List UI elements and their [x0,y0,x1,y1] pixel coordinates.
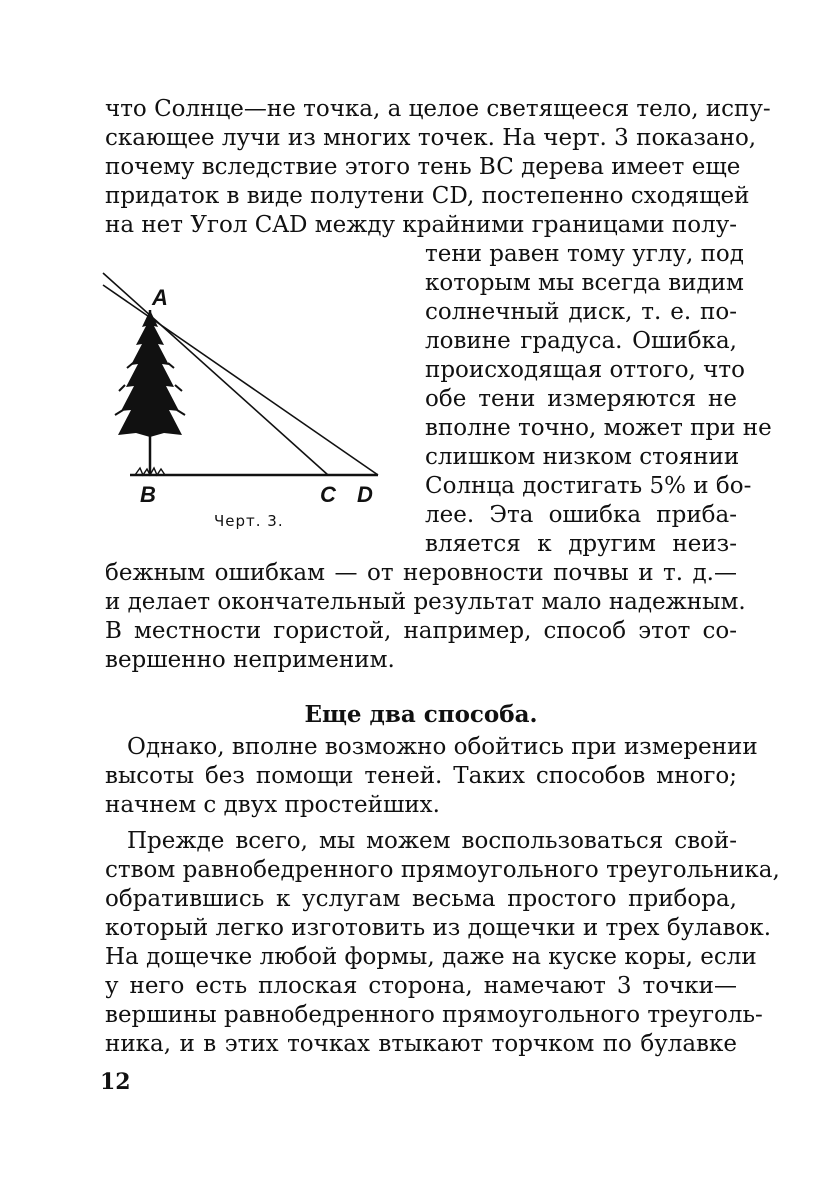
page-number: 12 [100,1069,131,1095]
text-line: Солнца достигать 5% и бо- [425,473,752,499]
text-line: слишком низком стоянии [425,444,740,470]
text-line: ника, и в этих точках втыкают торчком по булавке [105,1031,737,1057]
text-line: придаток в виде полутени CD, постепенно сходящей [105,183,750,209]
section-heading: Еще два способа. [304,701,538,728]
label-c: С [320,482,336,507]
figure-caption: Черт. 3. [214,512,284,530]
text-line: вершины равнобедренного прямоугольного треуголь- [105,1002,763,1028]
text-line: начнем с двух простейших. [105,792,440,818]
text-line: Прежде всего, мы можем воспользоваться свой- [127,828,737,854]
text-line: вляется к другим неиз- [425,531,737,557]
text-line: вершенно неприменим. [105,647,395,673]
text-line: ством равнобедренного прямоугольного треугольника, [105,857,780,883]
text-line: ловине градуса. Ошибка, [425,328,737,354]
text-line: скающее лучи из многих точек. На черт. 3 показано, [105,125,757,151]
text-line: которым мы всегда видим [425,270,744,296]
text-line: у него есть плоская сторона, намечают 3 точки— [105,973,737,999]
label-d: D [357,482,373,507]
text-line: который легко изготовить из дощечки и трех булавок. [105,915,772,941]
text-line: тени равен тому углу, под [425,241,744,267]
text-line: На дощечке любой формы, даже на куске коры, если [105,944,757,970]
label-b: В [140,482,156,507]
text-line: что Солнце—не точка, а целое светящееся тело, испу- [105,96,771,122]
text-line: Однако, вполне возможно обойтись при измерении [127,734,758,760]
text-line: высоты без помощи теней. Таких способов много; [105,763,737,789]
label-a: А [152,285,168,310]
text-line: обратившись к услугам весьма простого прибора, [105,886,737,912]
tree-shadow-diagram [95,265,395,515]
text-line: и делает окончательный результат мало надежным. [105,589,746,615]
text-line: лее. Эта ошибка приба- [425,502,737,528]
text-line: бежным ошибкам — от неровности почвы и т. д.— [105,560,737,586]
text-line: солнечный диск, т. е. по- [425,299,737,325]
text-line: В местности гористой, например, способ этот со- [105,618,737,644]
text-line: почему вследствие этого тень BC дерева имеет еще [105,154,741,180]
text-line: на нет Угол CAD между крайними границами полу- [105,212,737,238]
text-line: обе тени измеряются не [425,386,737,412]
text-line: происходящая оттого, что [425,357,745,383]
text-line: вполне точно, может при не [425,415,772,441]
